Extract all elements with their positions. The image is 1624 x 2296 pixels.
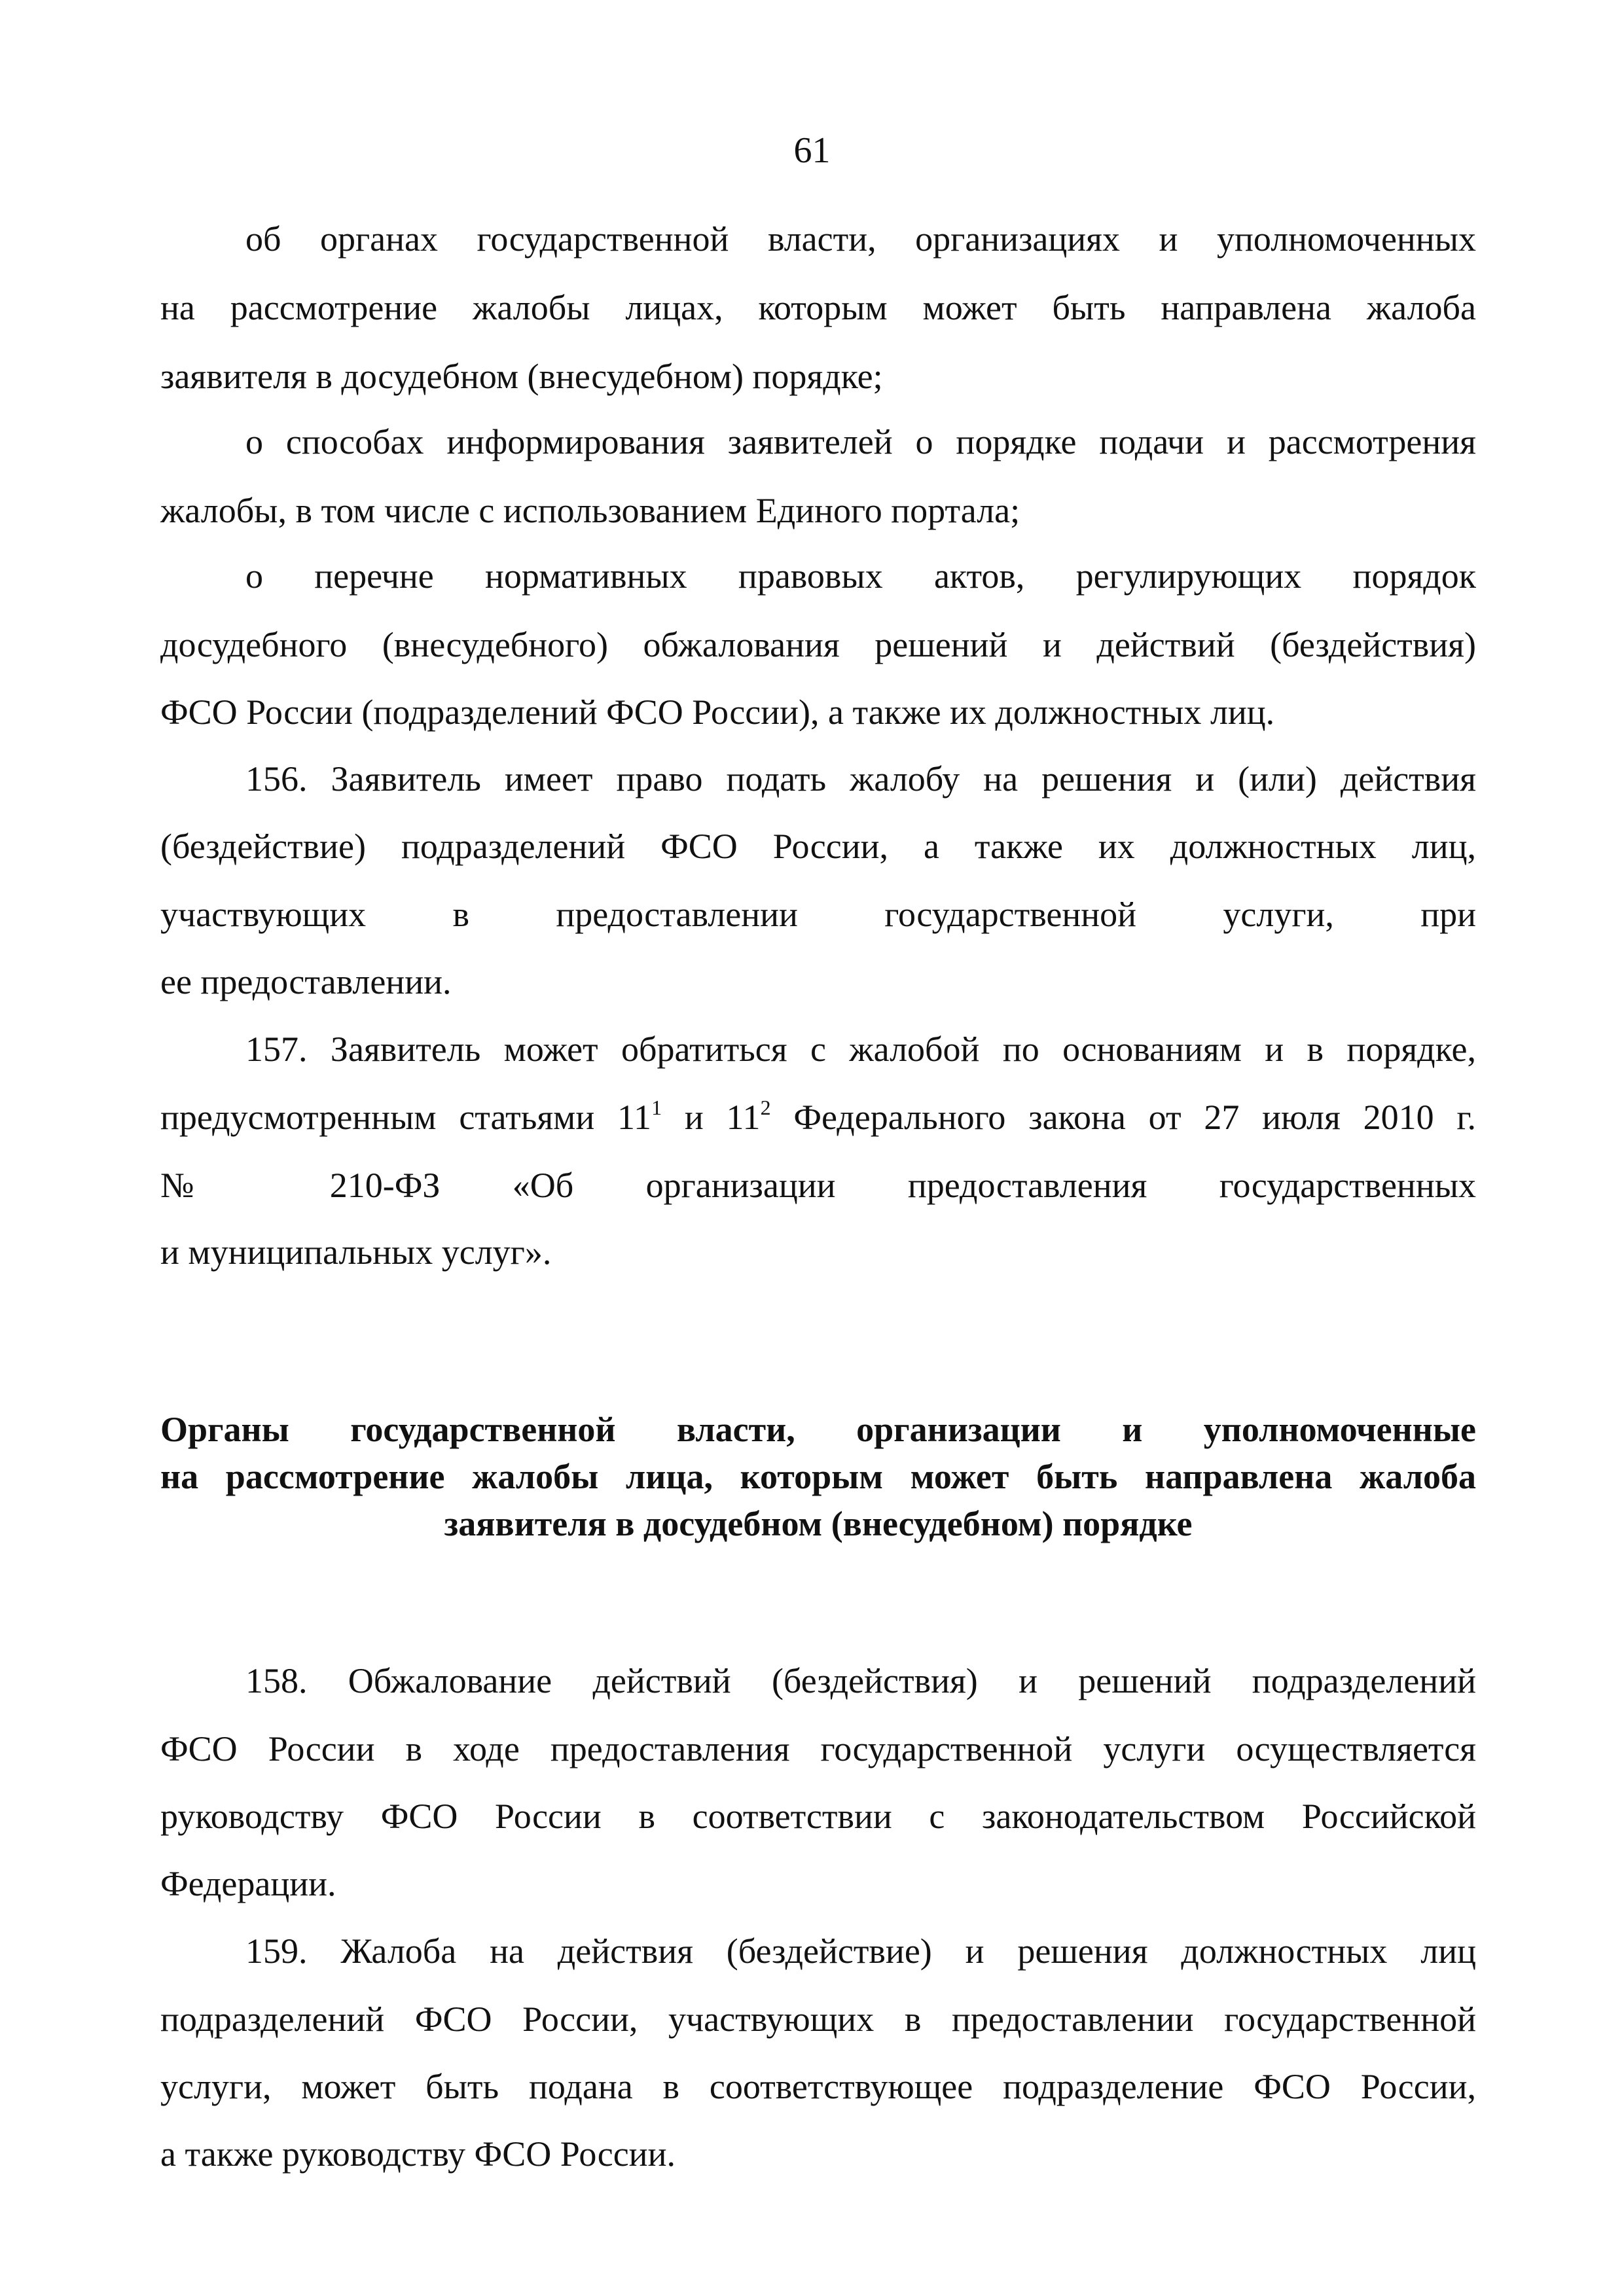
superscript: 2 (760, 1096, 771, 1119)
item-158-line: Федерации. (160, 1864, 336, 1903)
item-159-line: 159. Жалоба на действия (бездействие) и решения должностных лиц (245, 1931, 1476, 1971)
section-heading-line: на рассмотрение жалобы лица, которым может быть направлена жалоба (160, 1457, 1476, 1496)
section-heading-line: Органы государственной власти, организации и уполномоченные (160, 1410, 1476, 1449)
item-157-line: № 210-ФЗ «Об организации предоставления государственных (160, 1166, 1476, 1205)
paragraph-line: на рассмотрение жалобы лицах, которым может быть направлена жалоба (160, 288, 1476, 327)
item-156-line: участвующих в предоставлении государственной услуги, при (160, 895, 1476, 934)
item-156-line: ее предоставлении. (160, 962, 452, 1001)
paragraph-line: о способах информирования заявителей о порядке подачи и рассмотрения (245, 422, 1476, 461)
item-157-text: Федерального закона от 27 июля 2010 г. (770, 1098, 1476, 1137)
paragraph-line: заявителя в досудебном (внесудебном) порядке; (160, 357, 883, 396)
item-159-line: услуги, может быть подана в соответствующее подразделение ФСО России, (160, 2067, 1476, 2106)
item-156-line: 156. Заявитель имеет право подать жалобу на решения и (или) действия (245, 759, 1476, 798)
paragraph-line: о перечне нормативных правовых актов, регулирующих порядок (245, 556, 1476, 596)
section-heading-line: заявителя в досудебном (внесудебном) порядке (444, 1504, 1193, 1543)
item-156-line: (бездействие) подразделений ФСО России, а также их должностных лиц, (160, 827, 1476, 866)
paragraph-line: досудебного (внесудебного) обжалования решений и действий (бездействия) (160, 625, 1476, 664)
paragraph-line: жалобы, в том числе с использованием Единого портала; (160, 491, 1020, 530)
superscript: 1 (651, 1096, 662, 1119)
paragraph-line: ФСО России (подразделений ФСО России), а также их должностных лиц. (160, 692, 1275, 732)
item-157-line: 157. Заявитель может обратиться с жалобой по основаниям и в порядке, (245, 1030, 1476, 1069)
item-157-text: предусмотренным статьями 11 (160, 1098, 652, 1137)
item-158-line: ФСО России в ходе предоставления государственной услуги осуществляется (160, 1729, 1476, 1768)
item-157-text: и 11 (662, 1098, 761, 1137)
paragraph-line: об органах государственной власти, организациях и уполномоченных (245, 219, 1476, 259)
item-159-line: а также руководству ФСО России. (160, 2134, 676, 2174)
page-number: 61 (793, 130, 831, 171)
item-159-line: подразделений ФСО России, участвующих в предоставлении государственной (160, 2000, 1476, 2039)
item-157-line: и муниципальных услуг». (160, 1232, 552, 1272)
item-158-line: руководству ФСО России в соответствии с законодательством Российской (160, 1797, 1476, 1836)
item-158-line: 158. Обжалование действий (бездействия) и решений подразделений (245, 1661, 1476, 1700)
item-157-line (160, 1094, 1476, 1145)
